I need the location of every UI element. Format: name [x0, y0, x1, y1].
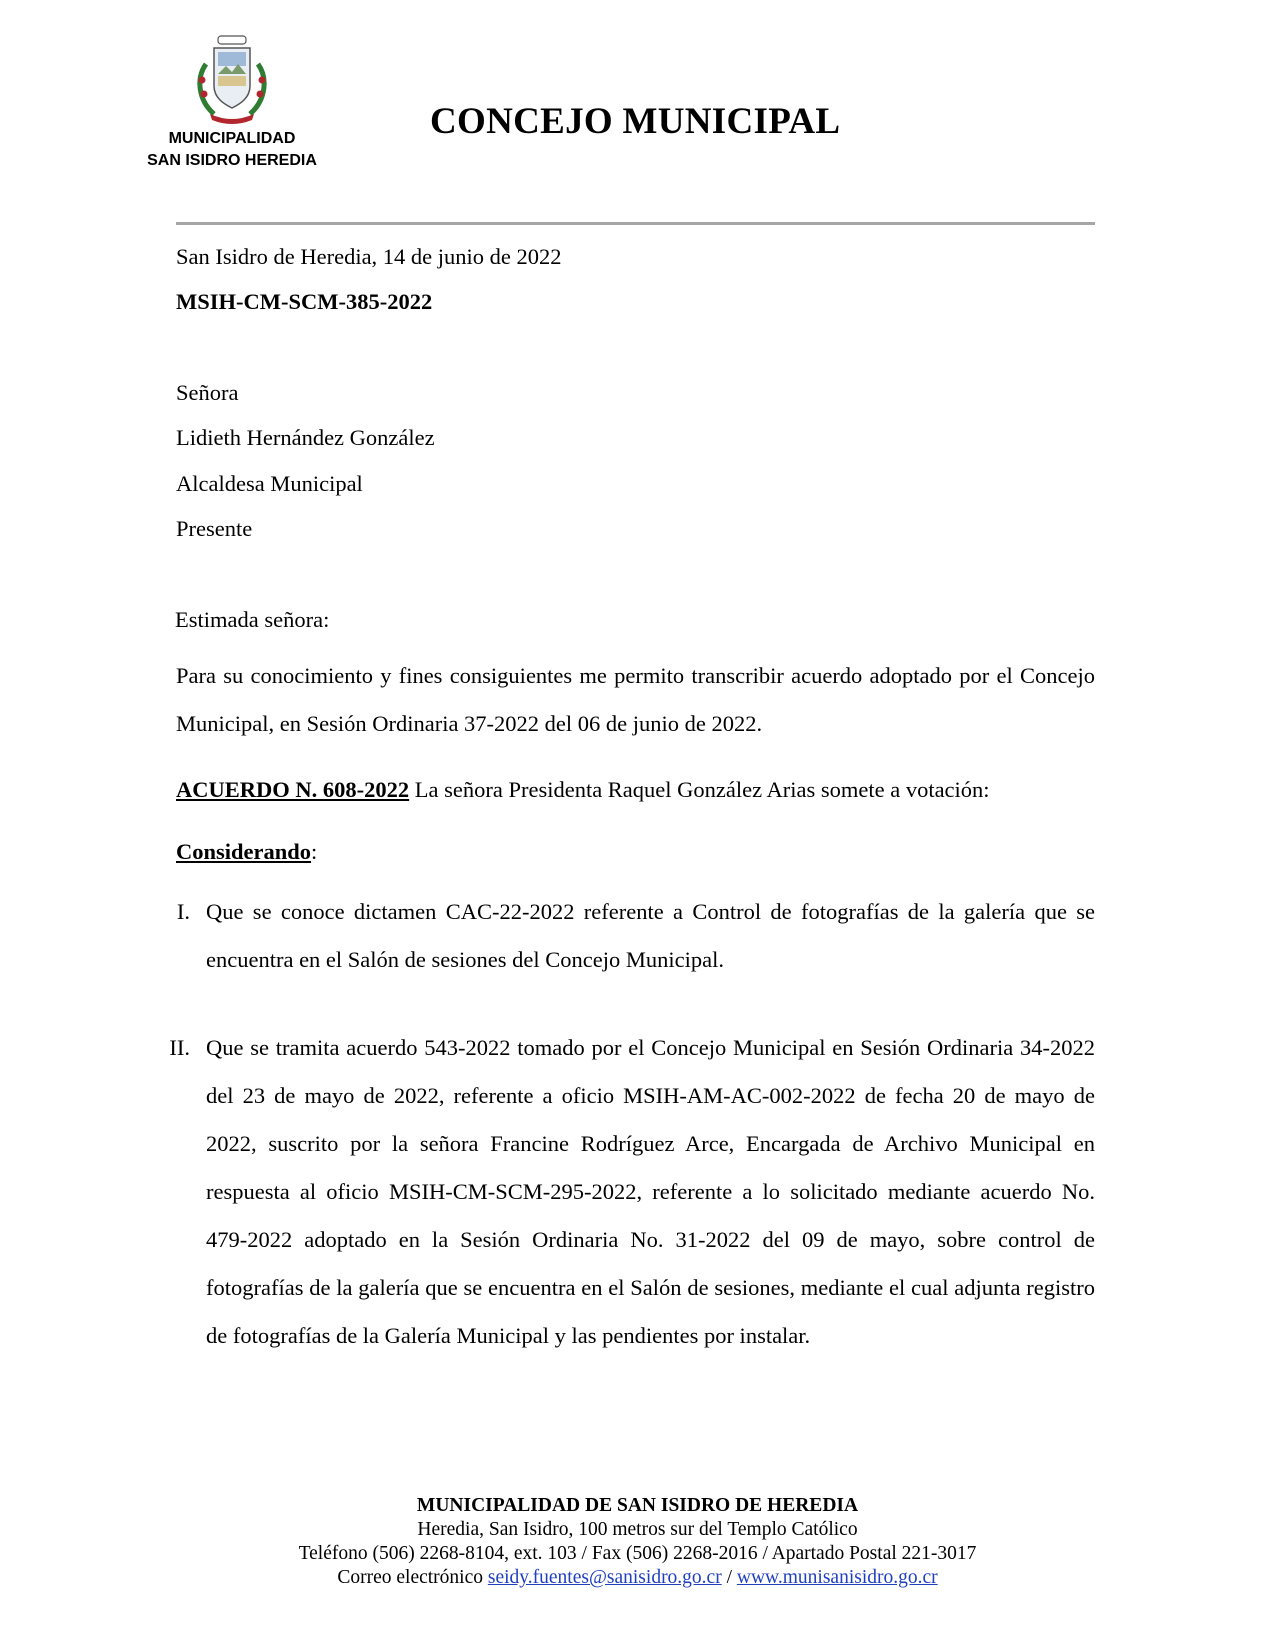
list-item [154, 1024, 1095, 1360]
recipient-title: Señora [176, 380, 239, 405]
considerando-label: Considerando [176, 839, 312, 864]
acuerdo-text: La señora Presidenta Raquel González Arias somete a votación: [409, 777, 990, 802]
recipient-presente: Presente [176, 516, 253, 541]
reference-number: MSIH-CM-SCM-385-2022 [176, 289, 433, 314]
recipient-position: Alcaldesa Municipal [176, 471, 363, 496]
footer-separator: / [721, 1567, 737, 1588]
considerando-line [176, 837, 317, 867]
municipal-logo [124, 34, 340, 170]
greeting: Estimada señora: [175, 607, 330, 632]
intro-paragraph: Para su conocimiento y fines consiguientes me permito transcribir acuerdo adoptado por el Concejo Municipal, en Sesión Ordinaria 37-2022 del 06 de junio de 2022. [176, 663, 1095, 736]
page-footer [0, 1494, 1275, 1590]
list-item-number: II. [169, 1035, 190, 1060]
footer-org: MUNICIPALIDAD DE SAN ISIDRO DE HEREDIA [416, 1495, 859, 1516]
list-item [154, 888, 1095, 984]
list-item-number: I. [176, 899, 190, 924]
acuerdo-line [176, 775, 990, 805]
header-divider [176, 222, 1095, 225]
footer-email-label: Correo electrónico [337, 1567, 488, 1588]
list-item-text: Que se conoce dictamen CAC-22-2022 referente a Control de fotografías de la galería que se encuentra en el Salón de sesiones del Concejo Municipal. [206, 899, 1095, 972]
page-title: CONCEJO MUNICIPAL [430, 101, 841, 142]
list-item-text: Que se tramita acuerdo 543-2022 tomado por el Concejo Municipal en Sesión Ordinaria 34-2022 del 23 de mayo de 2022, referente a oficio MSIH-AM-AC-002-2022 de fecha 20 de mayo de 2022, suscrito por la señora Francine Rodríguez Arce, Encargada de Archivo Municipal en respuesta al oficio MSIH-CM-SCM-295-2022, referente a lo solicitado mediante acuerdo No. 479-2022 adoptado en la Sesión Ordinaria No. 31-2022 del 09 de mayo, sobre control de fotografías de la galería que se encuentra en el Salón de sesiones, mediante el cual adjunta registro de fotografías de la Galería Municipal y las pendientes por instalar. [206, 1035, 1095, 1348]
footer-contact [0, 1566, 1275, 1590]
recipient-name: Lidieth Hernández González [176, 425, 435, 450]
footer-phones: Teléfono (506) 2268-8104, ext. 103 / Fax (506) 2268-2016 / Apartado Postal 221-3017 [298, 1543, 977, 1564]
logo-line-1: MUNICIPALIDAD [168, 130, 296, 147]
footer-address: Heredia, San Isidro, 100 metros sur del Templo Católico [417, 1519, 858, 1540]
website-link[interactable]: www.munisanisidro.go.cr [736, 1567, 938, 1588]
logo-line-2: SAN ISIDRO HEREDIA [147, 152, 317, 169]
acuerdo-heading: ACUERDO N. 608-2022 [176, 777, 410, 802]
place-date: San Isidro de Heredia, 14 de junio de 2022 [176, 244, 562, 269]
coat-of-arms-icon [192, 34, 272, 126]
considerando-colon: : [311, 839, 318, 864]
email-link[interactable]: seidy.fuentes@sanisidro.go.cr [487, 1567, 722, 1588]
